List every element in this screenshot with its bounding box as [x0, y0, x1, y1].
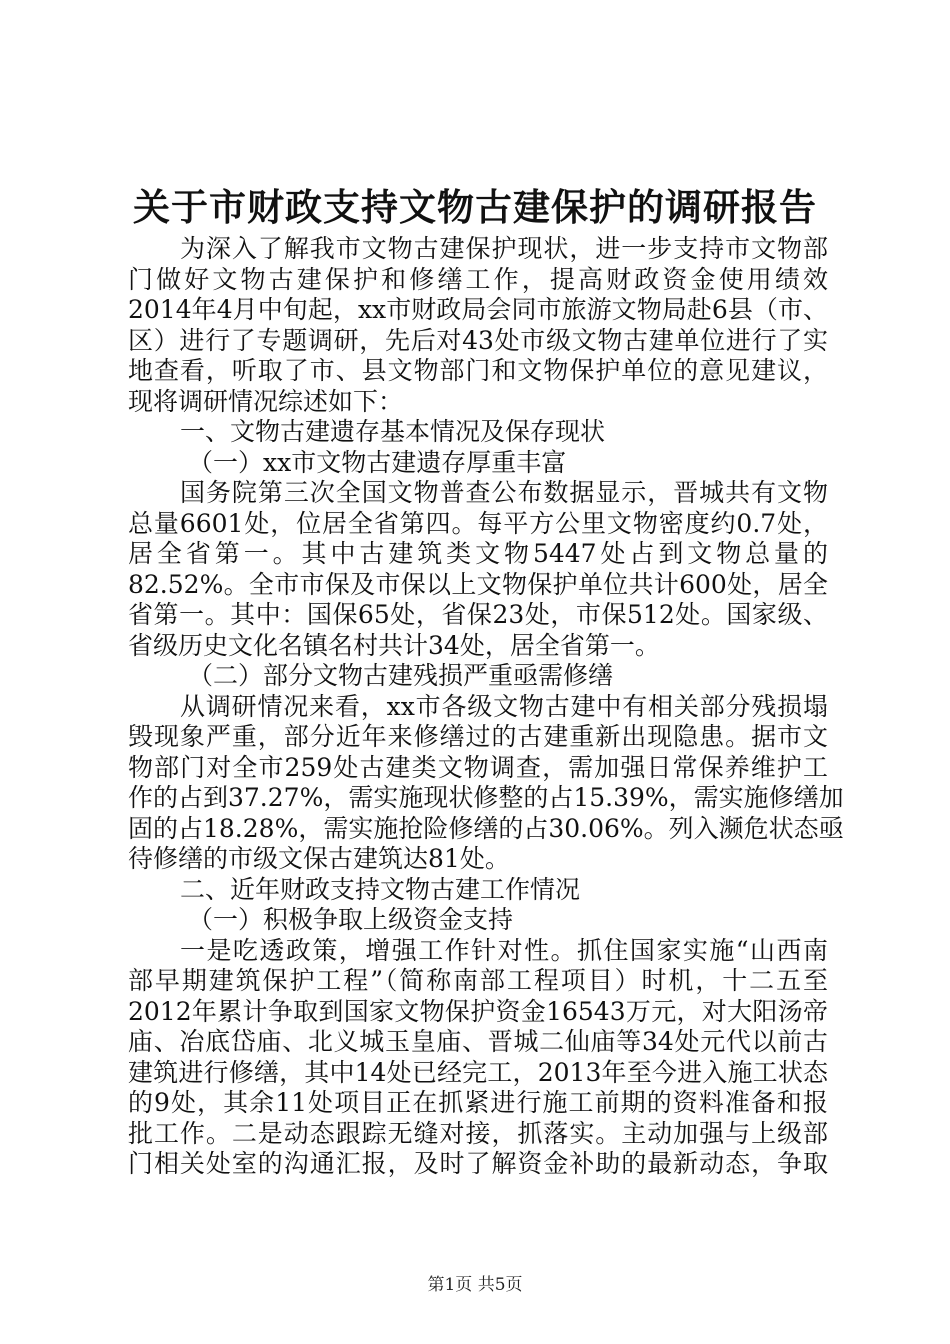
- text-line: 的9处，其余11处项目正在抓紧进行施工前期的资料准备和报: [128, 1088, 828, 1117]
- text-line: 批工作。二是动态跟踪无缝对接，抓落实。主动加强与上级部: [128, 1118, 828, 1148]
- text-line: 居全省第一。其中古建筑类文物5447处占到文物总量的: [128, 539, 828, 568]
- text-line: 部早期建筑保护工程”（简称南部工程项目）时机，十二五至: [128, 966, 828, 995]
- text-line: 毁现象严重，部分近年来修缮过的古建重新出现隐患。据市文: [128, 722, 828, 751]
- text-line: 国务院第三次全国文物普查公布数据显示，晋城共有文物: [180, 478, 828, 507]
- page-number-footer: 第1页 共5页: [427, 1275, 523, 1295]
- text-line: 待修缮的市级文保古建筑达81处。: [128, 844, 510, 873]
- text-line: 区）进行了专题调研，先后对43处市级文物古建单位进行了实: [128, 325, 828, 355]
- document-body: [128, 234, 844, 1180]
- text-line: 从调研情况来看，xx市各级文物古建中有相关部分残损塌: [180, 691, 828, 721]
- text-line: 门相关处室的沟通汇报，及时了解资金补助的最新动态，争取: [128, 1149, 828, 1178]
- text-line: 2014年4月中旬起，xx市财政局会同市旅游文物局赴6县（市、: [128, 295, 828, 324]
- text-line: 2012年累计争取到国家文物保护资金16543万元，对大阳汤帝: [128, 996, 828, 1026]
- text-line: 作的占到37.27%，需实施现状修整的占15.39%，需实施修缮加: [128, 783, 844, 812]
- section-heading: 一、文物古建遗存基本情况及保存现状: [180, 417, 606, 446]
- section-heading: 二、近年财政支持文物古建工作情况: [180, 874, 581, 904]
- subsection-heading: （一）积极争取上级资金支持: [188, 905, 514, 934]
- text-line: 物部门对全市259处古建类文物调查，需加强日常保养维护工: [128, 752, 828, 782]
- text-line: 庙、冶底岱庙、北义城玉皇庙、晋城二仙庙等34处元代以前古: [128, 1027, 828, 1056]
- text-line: 省级历史文化名镇名村共计34处，居全省第一。: [128, 630, 660, 660]
- text-line: 省第一。其中：国保65处，省保23处，市保512处。国家级、: [128, 600, 828, 629]
- text-line: 一是吃透政策，增强工作针对性。抓住国家实施“山西南: [180, 935, 828, 965]
- document-title: 关于市财政支持文物古建保护的调研报告: [133, 185, 817, 229]
- text-line: 现将调研情况综述如下：: [128, 386, 404, 416]
- text-line: 建筑进行修缮，其中14处已经完工，2013年至今进入施工状态: [128, 1057, 828, 1087]
- text-line: 为深入了解我市文物古建保护现状，进一步支持市文物部: [180, 234, 828, 263]
- text-line: 总量6601处，位居全省第四。每平方公里文物密度约0.7处，: [128, 508, 828, 538]
- text-line: 82.52%。全市市保及市保以上文物保护单位共计600处，居全: [128, 569, 828, 599]
- text-line: 固的占18.28%，需实施抢险修缮的占30.06%。列入濒危状态亟: [128, 813, 844, 843]
- subsection-heading: （一）xx市文物古建遗存厚重丰富: [188, 447, 567, 477]
- text-line: 地查看，听取了市、县文物部门和文物保护单位的意见建议，: [128, 356, 828, 385]
- subsection-heading: （二）部分文物古建残损严重亟需修缮: [188, 661, 614, 690]
- text-line: 门做好文物古建保护和修缮工作，提高财政资金使用绩效: [128, 264, 828, 294]
